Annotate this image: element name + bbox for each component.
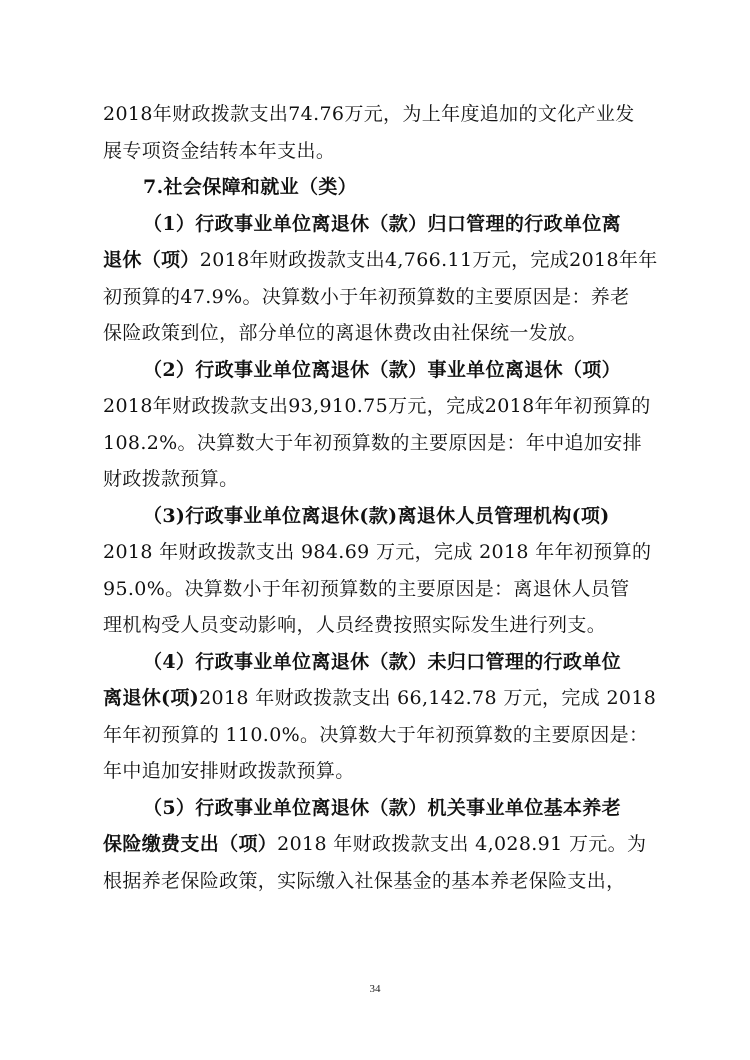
text: 2018 年财政拨款支出 66,142.78 万元，完成 2018 bbox=[199, 687, 657, 709]
bold-text: 离退休(项) bbox=[103, 687, 200, 709]
text: 2018年财政拨款支出4,766.11万元，完成2018年年 bbox=[199, 249, 658, 271]
bold-text: 保险缴费支出（项） bbox=[103, 833, 278, 855]
text: 展专项资金结转本年支出。 bbox=[103, 139, 336, 162]
text: 2018 年财政拨款支出 984.69 万元，完成 2018 年年初预算的 bbox=[103, 541, 652, 563]
text-line bbox=[103, 717, 649, 754]
text-line bbox=[103, 279, 644, 316]
text: 2018 年财政拨款支出 4,028.91 万元。为 bbox=[277, 833, 647, 855]
text: 保险政策到位，部分单位的离退休费改由社保统一发放。 bbox=[103, 322, 587, 344]
text-line bbox=[103, 498, 644, 535]
text-line bbox=[103, 315, 644, 352]
paragraph bbox=[103, 498, 652, 644]
text-line bbox=[103, 680, 657, 717]
text: 2018年财政拨款支出74.76万元，为上年度追加的文化产业发 bbox=[103, 103, 635, 125]
text-line bbox=[103, 388, 651, 425]
text-line bbox=[103, 607, 644, 644]
text: 95.0%。决算数小于年初预算数的主要原因是：离退休人员管 bbox=[103, 577, 630, 600]
text-line bbox=[103, 425, 644, 462]
text-line bbox=[103, 242, 658, 279]
bold-text: （3)行政事业单位离退休(款)离退休人员管理机构(项) bbox=[143, 504, 610, 527]
paragraph bbox=[103, 352, 651, 498]
bold-text: 退休（项） bbox=[103, 249, 200, 271]
text-line bbox=[103, 644, 644, 681]
text: 2018年财政拨款支出93,910.75万元，完成2018年年初预算的 bbox=[103, 395, 651, 417]
paragraph bbox=[103, 790, 647, 900]
text: 根据养老保险政策，实际缴入社保基金的基本养老保险支出， bbox=[103, 869, 626, 892]
bold-text: （4）行政事业单位离退休（款）未归口管理的行政单位 bbox=[143, 650, 621, 673]
text-line bbox=[103, 534, 652, 571]
text-line bbox=[103, 790, 644, 827]
text-line bbox=[103, 96, 644, 133]
text-line bbox=[103, 133, 644, 170]
text-line bbox=[103, 169, 644, 206]
text-line bbox=[103, 206, 644, 243]
paragraph bbox=[103, 644, 657, 790]
text-line bbox=[103, 753, 644, 790]
paragraph bbox=[103, 169, 644, 206]
text-line bbox=[103, 863, 644, 900]
text: 理机构受人员变动影响，人员经费按照实际发生进行列支。 bbox=[103, 614, 607, 636]
text-line bbox=[103, 571, 644, 608]
paragraph bbox=[103, 96, 644, 169]
text-line bbox=[103, 352, 644, 389]
bold-text: （5）行政事业单位离退休（款）机关事业单位基本养老 bbox=[143, 796, 621, 819]
bold-text: （1）行政事业单位离退休（款）归口管理的行政单位离 bbox=[143, 212, 621, 235]
page-number: 34 bbox=[369, 983, 381, 995]
text: 108.2%。决算数大于年初预算数的主要原因是：年中追加安排 bbox=[103, 431, 642, 454]
bold-text: （2）行政事业单位离退休（款）事业单位离退休（项） bbox=[143, 358, 621, 381]
document-body bbox=[103, 96, 658, 899]
paragraph bbox=[103, 206, 658, 352]
text: 年年初预算的 110.0%。决算数大于年初预算数的主要原因是： bbox=[103, 723, 649, 746]
text: 年中追加安排财政拨款预算。 bbox=[103, 760, 355, 782]
bold-text: 7.社会保障和就业（类） bbox=[143, 176, 358, 198]
text-line bbox=[103, 461, 644, 498]
text-line bbox=[103, 826, 647, 863]
text: 初预算的47.9%。决算数小于年初预算数的主要原因是：养老 bbox=[103, 285, 630, 308]
text: 财政拨款预算。 bbox=[103, 468, 239, 490]
